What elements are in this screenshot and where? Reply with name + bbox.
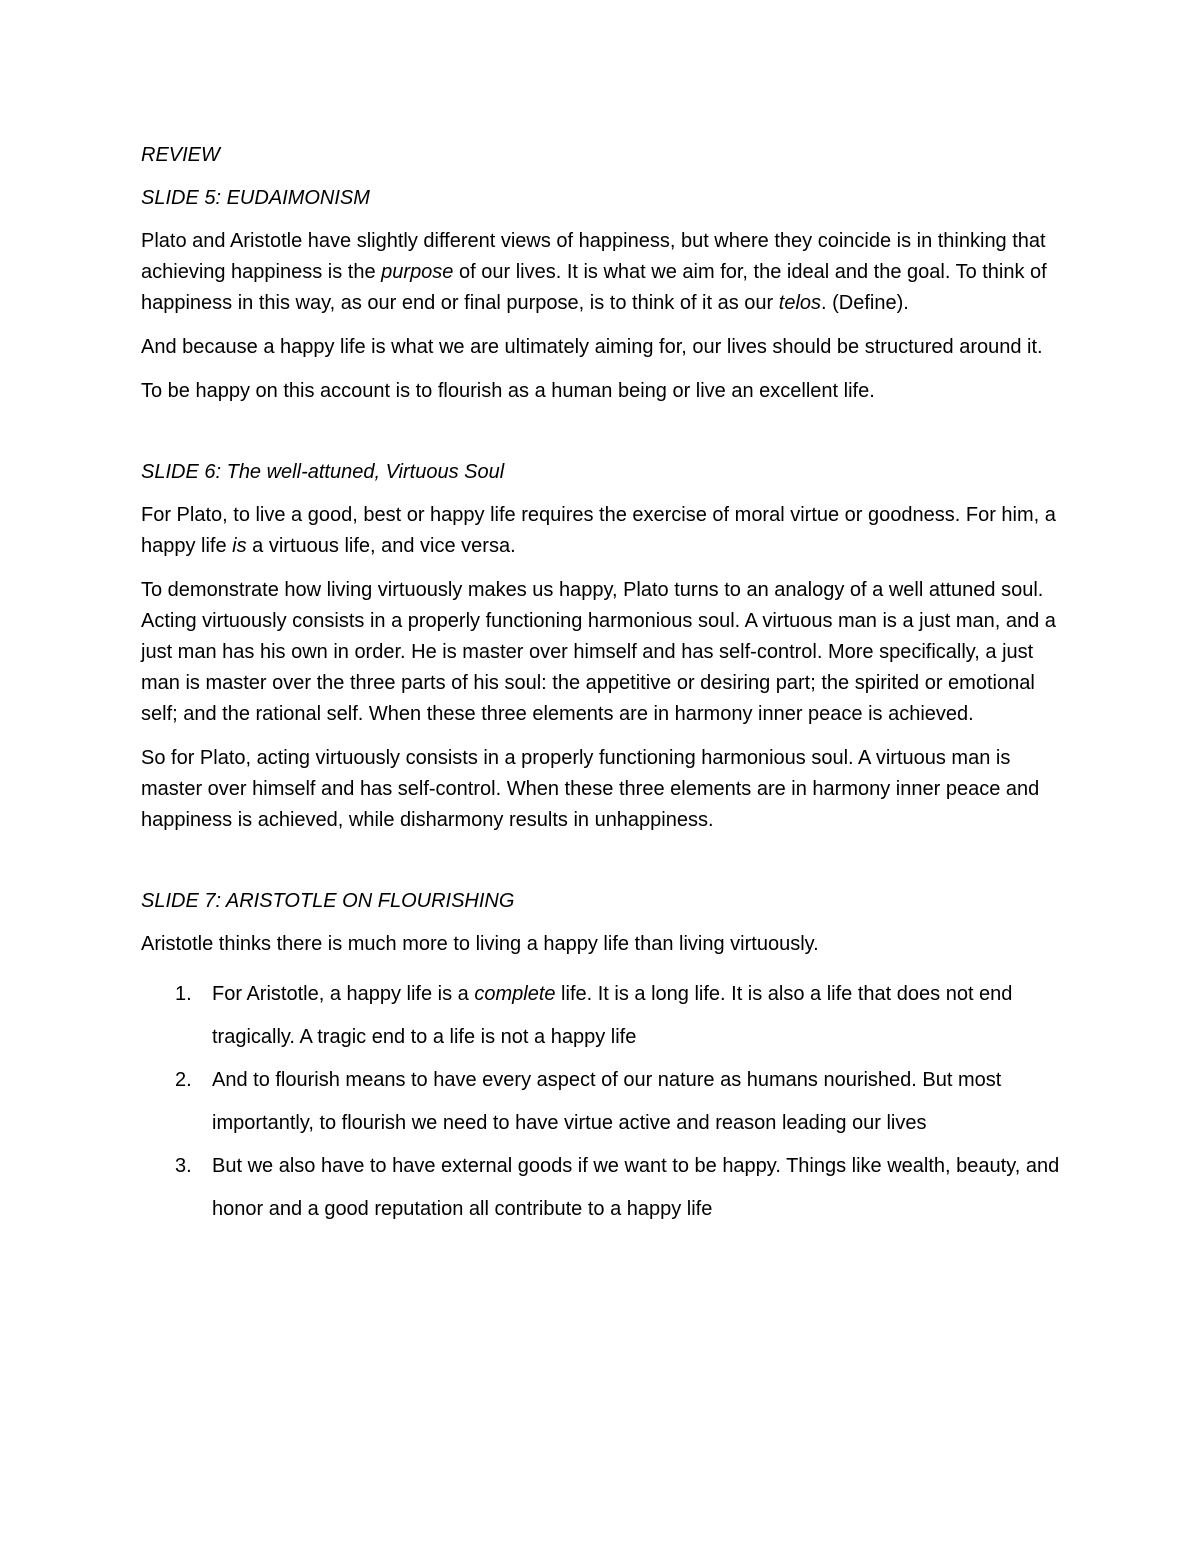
list-item bbox=[141, 973, 1071, 1059]
slide7-numbered-list bbox=[141, 973, 1071, 1231]
list-item-text-b: life. It is a long life. It is also a life that does not end tragically. A tragic end to a life is not a happy life bbox=[212, 983, 1013, 1048]
slide6-p1-text-a: For Plato, to live a good, best or happy life requires the exercise of moral virtue or goodness. For him, a happy life bbox=[141, 504, 1056, 557]
list-item-emphasis-complete: complete bbox=[474, 983, 556, 1005]
document-page bbox=[141, 140, 1071, 1231]
slide5-heading: SLIDE 5: EUDAIMONISM bbox=[141, 187, 370, 209]
slide5-p1-emphasis-purpose: purpose bbox=[381, 261, 454, 283]
slide6-paragraph-3: So for Plato, acting virtuously consists in a properly functioning harmonious soul. A virtuous man is master over himself and has self-control. When these three elements are in harmony inner peace and happiness is achieved, while disharmony results in unhappiness. bbox=[141, 747, 1040, 831]
slide6-p1-emphasis-is: is bbox=[232, 535, 247, 557]
slide5-p1-text-b: of our lives. It is what we aim for, the ideal and the goal. To think of happiness in this way, as our end or final purpose, is to think of it as our bbox=[141, 261, 1047, 314]
slide6-p1-text-b: a virtuous life, and vice versa. bbox=[246, 535, 516, 557]
review-heading: REVIEW bbox=[141, 144, 220, 166]
slide5-p1-text-c: . (Define). bbox=[821, 292, 909, 314]
list-item-text: But we also have to have external goods if we want to be happy. Things like wealth, beauty, and honor and a good reputation all contribute to a happy life bbox=[212, 1155, 1060, 1220]
list-item-number: 2. bbox=[175, 1069, 192, 1091]
list-item-number: 1. bbox=[175, 983, 192, 1005]
slide6-paragraph-1 bbox=[141, 500, 1071, 562]
slide5-paragraph-2: And because a happy life is what we are ultimately aiming for, our lives should be structured around it. bbox=[141, 336, 1043, 358]
list-item bbox=[141, 1059, 1071, 1145]
slide7-heading: SLIDE 7: ARISTOTLE ON FLOURISHING bbox=[141, 890, 515, 912]
slide6-heading: SLIDE 6: The well-attuned, Virtuous Soul bbox=[141, 461, 505, 483]
list-item-number: 3. bbox=[175, 1155, 192, 1177]
slide7-intro: Aristotle thinks there is much more to living a happy life than living virtuously. bbox=[141, 933, 819, 955]
slide5-paragraph-1 bbox=[141, 226, 1071, 319]
slide5-p1-emphasis-telos: telos bbox=[778, 292, 822, 314]
slide5-paragraph-3: To be happy on this account is to flourish as a human being or live an excellent life. bbox=[141, 380, 875, 402]
list-item bbox=[141, 1145, 1071, 1231]
slide6-paragraph-2: To demonstrate how living virtuously makes us happy, Plato turns to an analogy of a well attuned soul. Acting virtuously consists in a properly functioning harmonious soul. A virtuous man is a just man, and a just man has his own in order. He is master over himself and has self-control. More specifically, a just man is master over the three parts of his soul: the appetitive or desiring part; the spirited or emotional self; and the rational self. When these three elements are in harmony inner peace is achieved. bbox=[141, 579, 1056, 725]
list-item-text: And to flourish means to have every aspect of our nature as humans nourished. But most importantly, to flourish we need to have virtue active and reason leading our lives bbox=[212, 1069, 1002, 1134]
slide5-p1-text-a: Plato and Aristotle have slightly different views of happiness, but where they coincide is in thinking that achieving happiness is the bbox=[141, 230, 1046, 283]
list-item-text-a: For Aristotle, a happy life is a bbox=[212, 983, 475, 1005]
